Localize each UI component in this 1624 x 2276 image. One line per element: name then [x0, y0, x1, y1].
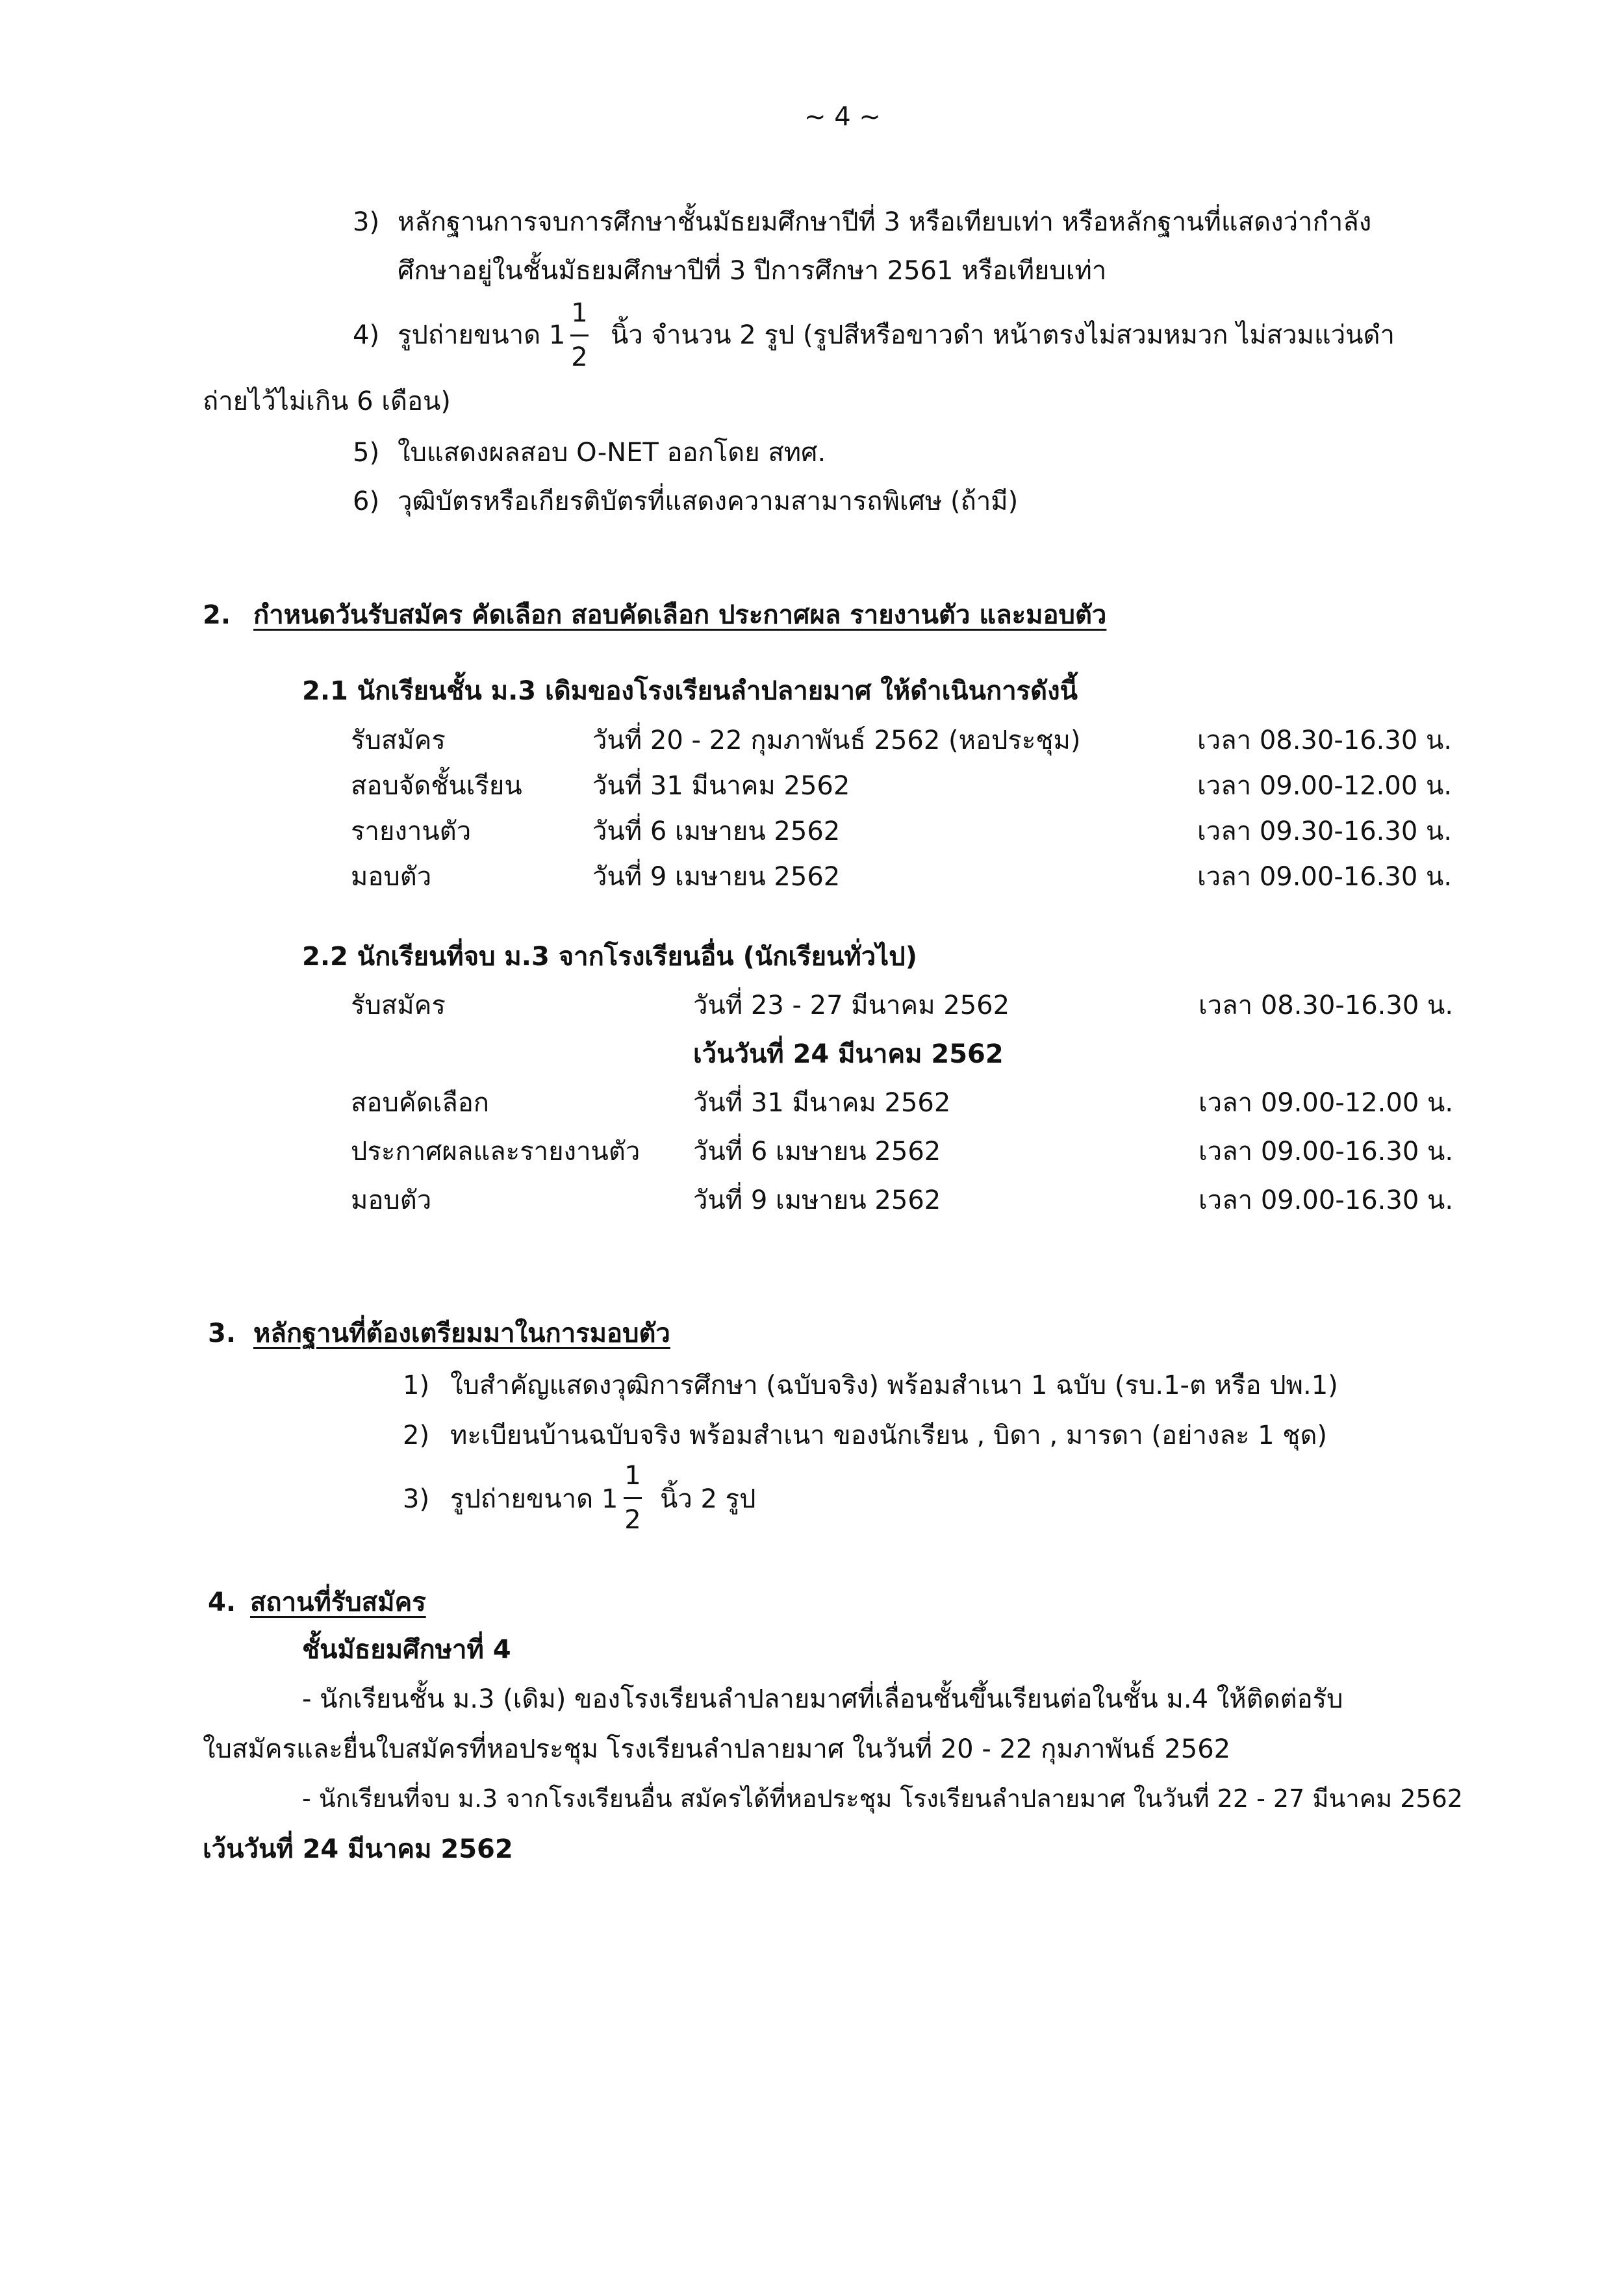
fraction-bar [624, 1497, 642, 1499]
sub2-row2-time: เวลา 09.00-12.00 น. [1199, 1088, 1454, 1118]
subsection-2-1-title: 2.1 นักเรียนชั้น ม.3 เดิมของโรงเรียนลำปลายมาศ ให้ดำเนินการดังนี้ [302, 676, 1078, 706]
sub2-row1-date: วันที่ 23 - 27 มีนาคม 2562 [693, 991, 1010, 1020]
sub2-exception-note: เว้นวันที่ 24 มีนาคม 2562 [693, 1039, 1004, 1069]
sub1-row3-time: เวลา 09.30-16.30 น. [1197, 816, 1453, 846]
sub2-row1-activity: รับสมัคร [351, 991, 446, 1020]
sub1-row2-time: เวลา 09.00-12.00 น. [1197, 771, 1453, 801]
sub1-row2-date: วันที่ 31 มีนาคม 2562 [592, 771, 850, 801]
sub1-row1-date: วันที่ 20 - 22 กุมภาพันธ์ 2562 (หอประชุม) [592, 726, 1081, 755]
sub2-row2-date: วันที่ 31 มีนาคม 2562 [693, 1088, 951, 1118]
fraction-numerator: 1 [624, 1461, 641, 1491]
fraction-denominator: 2 [571, 342, 588, 372]
section-2-title: กำหนดวันรับสมัคร คัดเลือก สอบคัดเลือก ประกาศผล รายงานตัว และมอบตัว [253, 600, 1107, 630]
item-5-text: ใบแสดงผลสอบ O-NET ออกโดย สทศ. [398, 438, 826, 468]
s3-item-1-number: 1) [403, 1371, 430, 1400]
fraction-denominator: 2 [624, 1505, 641, 1535]
sub1-row4-activity: มอบตัว [351, 862, 432, 892]
item-3-line2: ศึกษาอยู่ในชั้นมัธยมศึกษาปีที่ 3 ปีการศึกษา 2561 หรือเทียบเท่า [398, 256, 1107, 286]
item-4-suffix: นิ้ว จำนวน 2 รูป (รูปสีหรือขาวดำ หน้าตรงไม่สวมหมวก ไม่สวมแว่นดำ [611, 320, 1395, 350]
section-4-para1-line2: ใบสมัครและยื่นใบสมัครที่หอประชุม โรงเรียนลำปลายมาศ ในวันที่ 20 - 22 กุมภาพันธ์ 2562 [203, 1734, 1231, 1764]
s3-item-3-number: 3) [403, 1484, 430, 1514]
section-4-title: สถานที่รับสมัคร [250, 1587, 426, 1617]
item-3-number: 3) [353, 207, 380, 237]
s3-item-3-suffix: นิ้ว 2 รูป [660, 1484, 756, 1514]
item-6-number: 6) [353, 487, 380, 516]
item-6-text: วุฒิบัตรหรือเกียรติบัตรที่แสดงความสามารถพิเศษ (ถ้ามี) [398, 487, 1019, 516]
sub2-row4-date: วันที่ 9 เมษายน 2562 [693, 1185, 941, 1215]
item-3-line1: หลักฐานการจบการศึกษาชั้นมัธยมศึกษาปีที่ 3 หรือเทียบเท่า หรือหลักฐานที่แสดงว่ากำลัง [398, 207, 1372, 237]
sub2-row1-time: เวลา 08.30-16.30 น. [1199, 991, 1454, 1020]
s3-item-3-fraction [624, 1463, 642, 1534]
section-3-title: หลักฐานที่ต้องเตรียมมาในการมอบตัว [253, 1319, 670, 1348]
sub2-row4-time: เวลา 09.00-16.30 น. [1199, 1185, 1454, 1215]
fraction-bar [570, 335, 589, 336]
section-4-subtitle: ชั้นมัธยมศึกษาที่ 4 [302, 1635, 511, 1665]
item-4-number: 4) [353, 320, 380, 350]
item-5-number: 5) [353, 438, 380, 468]
sub1-row2-activity: สอบจัดชั้นเรียน [351, 771, 522, 801]
page-number: ~ 4 ~ [804, 102, 881, 132]
sub2-row3-activity: ประกาศผลและรายงานตัว [351, 1137, 641, 1167]
section-3-number: 3. [208, 1319, 236, 1348]
sub2-row4-activity: มอบตัว [351, 1185, 432, 1215]
s3-item-3-prefix: รูปถ่ายขนาด 1 [450, 1484, 618, 1514]
sub2-row3-date: วันที่ 6 เมษายน 2562 [693, 1137, 941, 1167]
section-4-number: 4. [208, 1587, 236, 1617]
sub2-row2-activity: สอบคัดเลือก [351, 1088, 489, 1118]
sub2-row3-time: เวลา 09.00-16.30 น. [1199, 1137, 1454, 1167]
sub1-row1-time: เวลา 08.30-16.30 น. [1197, 726, 1453, 755]
sub1-row4-time: เวลา 09.00-16.30 น. [1197, 862, 1453, 892]
section-4-para2-line1: - นักเรียนที่จบ ม.3 จากโรงเรียนอื่น สมัครได้ที่หอประชุม โรงเรียนลำปลายมาศ ในวันที่ 22 - 27 มีนาคม 2562 [302, 1784, 1463, 1813]
fraction-numerator: 1 [571, 298, 588, 328]
s3-item-2-text: ทะเบียนบ้านฉบับจริง พร้อมสำเนา ของนักเรียน , บิดา , มารดา (อย่างละ 1 ชุด) [450, 1421, 1328, 1450]
section-2-number: 2. [203, 600, 231, 630]
sub1-row1-activity: รับสมัคร [351, 726, 446, 755]
sub1-row3-activity: รายงานตัว [351, 816, 472, 846]
section-4-para1-line1: - นักเรียนชั้น ม.3 (เดิม) ของโรงเรียนลำปลายมาศที่เลื่อนชั้นขึ้นเรียนต่อในชั้น ม.4 ให้ติดต่อรับ [302, 1684, 1343, 1714]
item-4-fraction [570, 300, 589, 372]
s3-item-2-number: 2) [403, 1421, 430, 1450]
sub1-row4-date: วันที่ 9 เมษายน 2562 [592, 862, 841, 892]
subsection-2-2-title: 2.2 นักเรียนที่จบ ม.3 จากโรงเรียนอื่น (นักเรียนทั่วไป) [302, 942, 917, 972]
item-4-prefix: รูปถ่ายขนาด 1 [398, 320, 566, 350]
s3-item-1-text: ใบสำคัญแสดงวุฒิการศึกษา (ฉบับจริง) พร้อมสำเนา 1 ฉบับ (รบ.1-ต หรือ ปพ.1) [450, 1371, 1338, 1400]
item-4-line2: ถ่ายไว้ไม่เกิน 6 เดือน) [203, 386, 451, 416]
sub1-row3-date: วันที่ 6 เมษายน 2562 [592, 816, 841, 846]
section-4-para2-line2: เว้นวันที่ 24 มีนาคม 2562 [203, 1834, 513, 1864]
